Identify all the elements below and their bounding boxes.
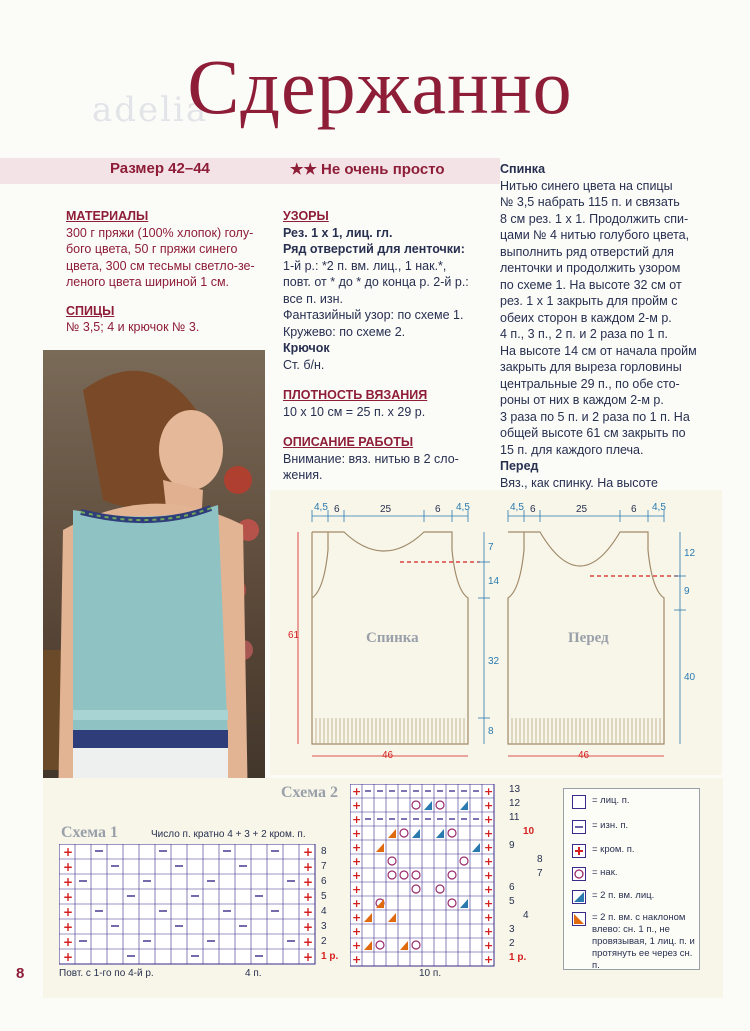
legend-text: = нак.	[592, 867, 618, 878]
right-column	[500, 161, 700, 491]
description-line: Внимание: вяз. нитью в 2 сло-	[283, 451, 459, 466]
description-line: жения.	[283, 468, 323, 482]
dim-label: 9	[684, 586, 690, 597]
legend-item	[572, 844, 635, 858]
materials-line: леного цвета шириной 1 см.	[66, 275, 230, 289]
chart1-label: Схема 1	[61, 824, 119, 841]
svg-text:+: +	[352, 939, 362, 952]
back-line: На высоте 14 см от начала пройм	[500, 343, 697, 358]
row-num: 10	[523, 826, 535, 837]
svg-text:+: +	[352, 883, 362, 896]
row-num: 13	[509, 784, 521, 795]
needles-heading: СПИЦЫ	[66, 303, 115, 318]
pattern-line: Фантазийный узор: по схеме 1.	[283, 308, 464, 322]
svg-text:+: +	[352, 869, 362, 882]
materials-line: 300 г пряжи (100% хлопок) голу-	[66, 225, 254, 240]
back-line: общей высоте 61 см закрыть по	[500, 426, 686, 440]
row-num: 4	[523, 910, 529, 921]
dim-label: 25	[576, 504, 588, 515]
needles-text: № 3,5; 4 и крючок № 3.	[66, 320, 200, 334]
row-num: 4	[321, 906, 327, 917]
pattern-line: Кружево: по схеме 2.	[283, 324, 406, 339]
legend-item	[572, 867, 618, 881]
dim-label: 61	[288, 630, 300, 641]
dim-label: 6	[435, 504, 441, 515]
dim-label: 25	[380, 504, 392, 515]
box-circle-icon	[572, 867, 586, 881]
svg-text:+: +	[484, 813, 494, 826]
svg-text:+: +	[352, 925, 362, 938]
svg-text:+: +	[484, 883, 494, 896]
svg-text:+: +	[352, 953, 362, 966]
back-line: цами № 4 нитью голубого цвета,	[500, 228, 690, 242]
back-piece-label: Спинка	[366, 630, 419, 646]
dim-label: 4,5	[652, 502, 666, 513]
dim-label: 6	[530, 504, 536, 515]
back-line: Нитью синего цвета на спицы	[500, 178, 673, 193]
svg-text:+: +	[484, 841, 494, 854]
dim-label: 14	[488, 576, 500, 587]
watermark-logo: adelia	[92, 90, 209, 130]
pattern-diagrams	[270, 490, 722, 775]
density-heading: ПЛОТНОСТЬ ВЯЗАНИЯ	[283, 388, 428, 402]
front-heading: Перед	[500, 459, 539, 473]
row-num: 7	[537, 868, 543, 879]
legend-item	[572, 795, 630, 809]
row-num: 12	[509, 798, 521, 809]
back-line: № 3,5 набрать 115 п. и связать	[500, 195, 680, 209]
back-line: роны от них в каждом 2-м р.	[500, 393, 664, 407]
pattern-line: Крючок	[283, 341, 330, 355]
svg-text:+: +	[352, 855, 362, 868]
svg-text:+: +	[63, 890, 74, 904]
chart1-footer: Повт. с 1-го по 4-й р.	[59, 968, 154, 979]
difficulty-heading: ★★ Не очень просто	[290, 161, 445, 178]
back-line: 4 п., 3 п., 2 п. и 2 раза по 1 п.	[500, 327, 669, 341]
legend-text: = кром. п.	[592, 844, 635, 855]
svg-text:+: +	[352, 911, 362, 924]
svg-text:+: +	[303, 935, 314, 949]
svg-text:+: +	[303, 905, 314, 919]
svg-text:+: +	[484, 897, 494, 910]
legend-text: = изн. п.	[592, 820, 629, 831]
chart2-label: Схема 2	[281, 784, 339, 801]
back-line: выполнить ряд отверстий для	[500, 244, 674, 259]
chart1-repeat: 4 п.	[245, 968, 262, 979]
dim-label: 32	[488, 656, 500, 667]
legend-item	[572, 820, 628, 834]
size-heading: Размер 42–44	[110, 160, 210, 177]
description-heading: ОПИСАНИЕ РАБОТЫ	[283, 435, 414, 449]
dim-label: 4,5	[314, 502, 328, 513]
svg-text:+: +	[352, 827, 362, 840]
svg-text:+: +	[484, 827, 494, 840]
model-photo	[43, 350, 265, 815]
svg-text:+: +	[352, 813, 362, 826]
dim-label: 46	[382, 750, 394, 761]
row-num: 5	[321, 891, 327, 902]
svg-text:+: +	[484, 939, 494, 952]
box-triangle-icon	[572, 890, 586, 904]
svg-text:+: +	[484, 799, 494, 812]
pattern-line: Ряд отверстий для ленточки:	[283, 242, 465, 256]
row-num: 5	[509, 896, 515, 907]
chart1-grid	[59, 844, 319, 966]
back-line: 8 см рез. 1 х 1. Продолжить спи-	[500, 211, 689, 226]
svg-text:+: +	[484, 855, 494, 868]
svg-text:+: +	[63, 875, 74, 889]
row-num: 1 р.	[321, 951, 339, 962]
materials-heading: МАТЕРИАЛЫ	[66, 209, 149, 223]
pattern-line: Рез. 1 х 1, лиц. гл.	[283, 225, 393, 240]
box-empty-icon	[572, 795, 586, 809]
svg-text:+: +	[63, 950, 74, 964]
chart2-repeat: 10 п.	[419, 968, 442, 979]
svg-text:+: +	[63, 935, 74, 949]
back-line: ленточки и продолжить узором	[500, 261, 681, 275]
row-num: 6	[321, 876, 327, 887]
svg-text:+: +	[63, 920, 74, 934]
box-plus-icon	[572, 844, 586, 858]
dim-label: 8	[488, 726, 494, 737]
page-number: 8	[16, 965, 25, 982]
legend-item	[572, 912, 700, 972]
pattern-line: все п. изн.	[283, 291, 343, 306]
front-line: Вяз., как спинку. На высоте	[500, 475, 658, 490]
row-num: 1 р.	[509, 952, 527, 963]
box-triangle-left-icon	[572, 912, 586, 926]
row-num: 8	[321, 846, 327, 857]
row-num: 3	[509, 924, 515, 935]
materials-line: цвета, 300 см тесьмы светло-зе-	[66, 258, 255, 273]
svg-text:+: +	[303, 875, 314, 889]
patterns-heading: УЗОРЫ	[283, 209, 329, 223]
left-column	[66, 208, 276, 336]
back-heading: Спинка	[500, 162, 546, 176]
legend-item	[572, 890, 654, 904]
svg-text:+: +	[352, 799, 362, 812]
legend-text: = 2 п. вм. лиц.	[592, 890, 655, 901]
dim-label: 4,5	[456, 502, 470, 513]
row-num: 11	[509, 812, 520, 823]
row-num: 2	[509, 938, 515, 949]
dim-label: 40	[684, 672, 696, 683]
row-num: 8	[537, 854, 543, 865]
svg-text:+: +	[352, 785, 362, 798]
svg-text:+: +	[63, 905, 74, 919]
dim-label: 6	[334, 504, 340, 515]
svg-text:+: +	[303, 860, 314, 874]
box-dash-icon	[572, 820, 586, 834]
row-num: 7	[321, 861, 327, 872]
back-line: закрыть для выреза горловины	[500, 360, 682, 374]
svg-text:+: +	[303, 890, 314, 904]
back-line: рез. 1 х 1 закрыть для пройм с	[500, 294, 678, 308]
page-title: Сдержанно	[187, 43, 573, 130]
svg-text:+: +	[303, 950, 314, 964]
pattern-line: 1-й р.: *2 п. вм. лиц., 1 нак.*,	[283, 258, 447, 273]
back-line: 15 п. для каждого плеча.	[500, 442, 644, 457]
svg-text:+: +	[484, 785, 494, 798]
pattern-line: Ст. б/н.	[283, 357, 325, 372]
middle-column	[283, 208, 493, 484]
row-num: 6	[509, 882, 515, 893]
dim-label: 4,5	[510, 502, 524, 513]
svg-text:+: +	[352, 841, 362, 854]
chart2-grid	[350, 784, 498, 968]
back-line: центральные 29 п., по обе сто-	[500, 376, 680, 391]
back-line: 3 раза по 5 п. и 2 раза по 1 п. На	[500, 409, 690, 424]
legend-text: = 2 п. вм. с наклоном влево: сн. 1 п., не провязывая, 1 лиц. п. и протянуть ее через сн. п.	[592, 912, 695, 971]
row-num: 2	[321, 936, 327, 947]
back-line: по схеме 1. На высоте 32 см от	[500, 277, 682, 292]
back-line: обеих сторон в каждом 2-м р.	[500, 310, 672, 325]
density-text: 10 х 10 см = 25 п. х 29 р.	[283, 404, 426, 419]
pattern-line: повт. от * до * до конца р. 2-й р.:	[283, 275, 469, 289]
chart1-note: Число п. кратно 4 + 3 + 2 кром. п.	[151, 829, 306, 840]
dim-label: 7	[488, 542, 494, 553]
svg-text:+: +	[484, 953, 494, 966]
svg-text:+: +	[484, 869, 494, 882]
legend-text: = лиц. п.	[592, 795, 630, 806]
svg-text:+: +	[63, 845, 74, 859]
svg-text:+: +	[303, 845, 314, 859]
row-num: 9	[509, 840, 515, 851]
dim-label: 12	[684, 548, 696, 559]
svg-text:+: +	[303, 920, 314, 934]
dim-label: 46	[578, 750, 590, 761]
svg-text:+: +	[484, 911, 494, 924]
svg-text:+: +	[484, 925, 494, 938]
svg-text:+: +	[352, 897, 362, 910]
svg-text:+: +	[63, 860, 74, 874]
materials-line: бого цвета, 50 г пряжи синего	[66, 242, 238, 256]
front-piece-label: Перед	[568, 630, 609, 646]
dim-label: 6	[631, 504, 637, 515]
row-num: 3	[321, 921, 327, 932]
